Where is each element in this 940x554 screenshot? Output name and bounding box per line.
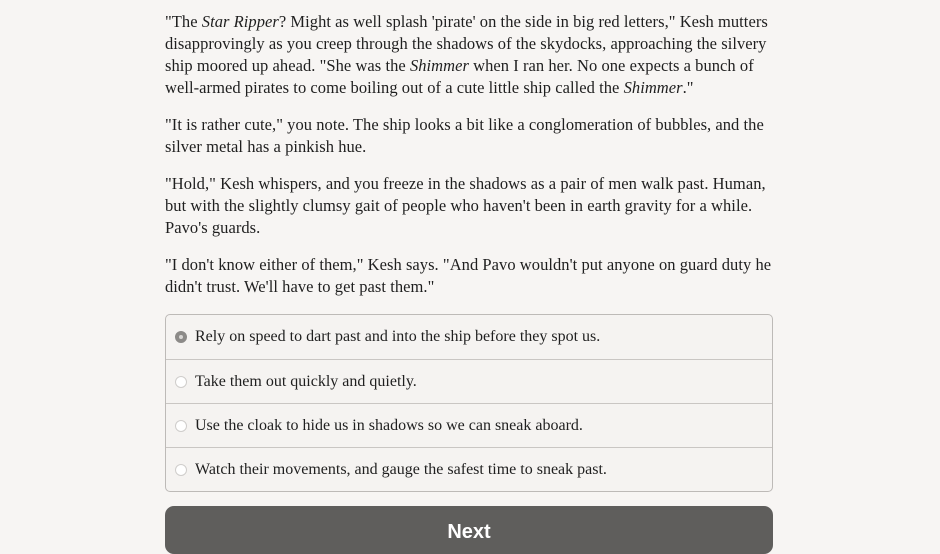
story-paragraph: "I don't know either of them," Kesh says. "And Pavo wouldn't put anyone on guard duty he didn't trust. We'll have to get past them." bbox=[165, 255, 772, 296]
ship-name: Star Ripper bbox=[201, 12, 279, 31]
choice-option-watch[interactable] bbox=[166, 447, 772, 491]
story-paragraph: "It is rather cute," you note. The ship looks a bit like a conglomeration of bubbles, and the silver metal has a pinkish hue. bbox=[165, 115, 764, 156]
story-text bbox=[165, 11, 775, 298]
radio-button-icon[interactable] bbox=[175, 376, 187, 388]
choice-label: Watch their movements, and gauge the safest time to sneak past. bbox=[195, 460, 607, 478]
radio-button-icon[interactable] bbox=[175, 464, 187, 476]
ship-name: Shimmer bbox=[623, 78, 683, 97]
radio-button-icon[interactable] bbox=[175, 331, 187, 343]
choice-option-cloak[interactable] bbox=[166, 403, 772, 447]
choice-label: Use the cloak to hide us in shadows so we can sneak aboard. bbox=[195, 416, 583, 434]
choice-option-speed[interactable] bbox=[166, 315, 772, 359]
choice-label: Take them out quickly and quietly. bbox=[195, 372, 417, 390]
story-paragraph: "The Star Ripper? Might as well splash 'pirate' on the side in big red letters," Kesh mutters disapprovingly as you creep through the shadows of the skydocks, approaching the silvery ship moored up ahead. "She was the Shimmer when I ran her. No one expects a bunch of well-armed pirates to come boiling out of a cute little ship called the Shimmer." bbox=[165, 12, 768, 97]
next-button[interactable]: Next bbox=[165, 506, 773, 554]
choice-list bbox=[165, 314, 773, 492]
ship-name: Shimmer bbox=[409, 56, 469, 75]
story-paragraph: "Hold," Kesh whispers, and you freeze in the shadows as a pair of men walk past. Human, but with the slightly clumsy gait of people who haven't been in earth gravity for a while. Pavo's guards. bbox=[165, 174, 766, 237]
story-page bbox=[165, 0, 775, 543]
radio-button-icon[interactable] bbox=[175, 420, 187, 432]
choice-label: Rely on speed to dart past and into the ship before they spot us. bbox=[195, 328, 601, 345]
choice-option-take-out[interactable] bbox=[166, 359, 772, 403]
